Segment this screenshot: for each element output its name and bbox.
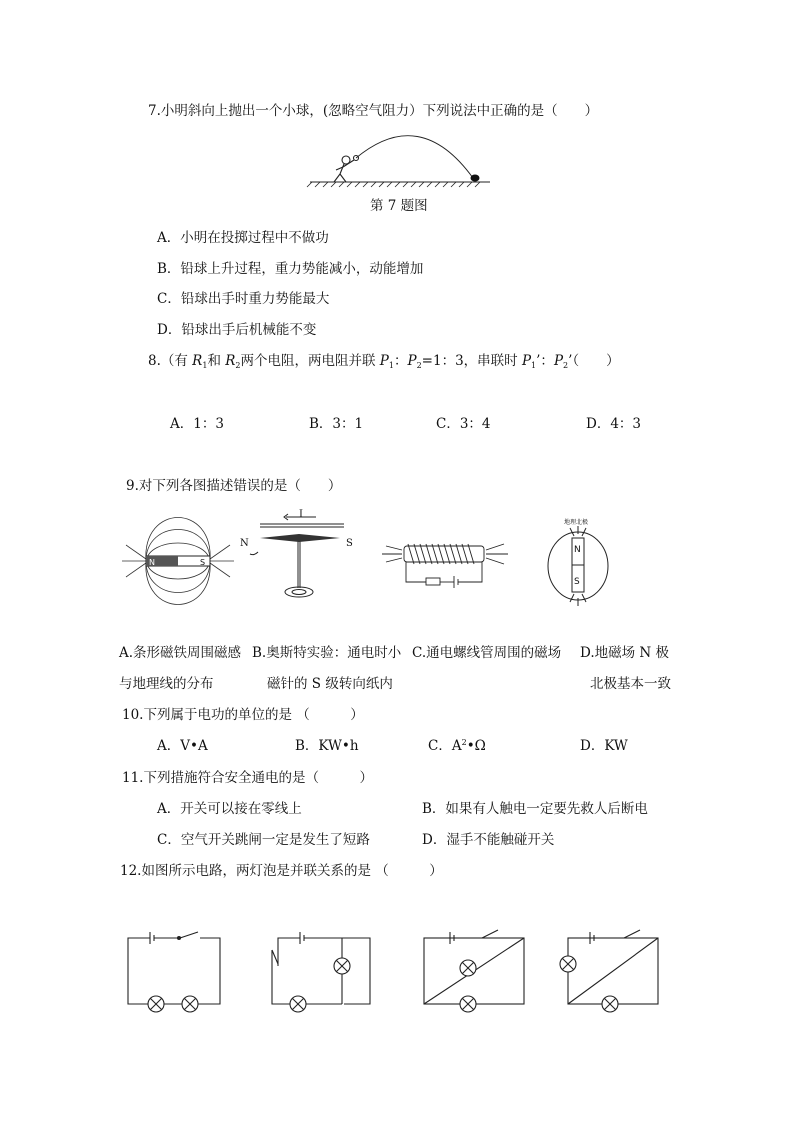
q10-option-c: C．$A^2•\Omega$: [428, 738, 486, 754]
q9-option-b: B.奥斯特实验：通电时小: [252, 645, 402, 661]
q8-stem: 8.（有 $R_1$和 $R_2$两个电阻，两电阻并联 $P_1$：$P_2=1$：3，串联时 $P_1$’：$P_2$’（ ）: [148, 353, 620, 370]
q9-figure-solenoid: [382, 536, 512, 594]
q7-option-d: D．铅球出手后机械能不变: [157, 322, 317, 338]
q9-figure-bar-magnet: [122, 515, 234, 605]
q7-figure-caption: 第 7 题图: [370, 198, 428, 214]
q12-stem: 12.如图所示电路，两灯泡是并联关系的是 （ ）: [120, 863, 443, 879]
q10-option-d: D．KW: [580, 738, 628, 754]
q7-option-a: A．小明在投掷过程中不做功: [157, 230, 329, 246]
q10-option-a: A．V•A: [157, 738, 208, 754]
q8-option-d: D．4：3: [586, 416, 642, 432]
q11-option-c: C．空气开关跳闸一定是发生了短路: [157, 832, 370, 848]
q9-option-a: A.条形磁铁周围磁感: [119, 645, 242, 661]
q9-option-b-cont: 磁针的 S 级转向纸内: [267, 676, 393, 692]
q10-stem: 10.下列属于电功的单位的是 （ ）: [122, 707, 364, 723]
q12-circuit-d: [562, 928, 662, 1010]
q11-stem: 11.下列措施符合安全通电的是（ ）: [122, 770, 373, 786]
q9-fig-a-n-label: N: [149, 558, 155, 567]
q8-option-c: C．3：4: [436, 416, 491, 432]
q12-circuit-c: [422, 928, 528, 1010]
q10-option-b: B．KW•h: [295, 738, 359, 754]
q9-option-d: D.地磁场 N 极: [580, 645, 670, 661]
q8-option-b: B．3：1: [309, 416, 364, 432]
q9-option-d-cont: 北极基本一致: [590, 676, 671, 692]
q7-stem: 7.小明斜向上抛出一个小球，(忽略空气阻力）下列说法中正确的是（ ）: [148, 103, 599, 119]
q9-figure-oersted: [236, 509, 362, 604]
q8-option-a: A．1：3: [170, 416, 224, 432]
q9-fig-b-n-label: N: [240, 538, 249, 549]
q9-fig-a-s-label: S: [200, 558, 206, 567]
q9-option-c: C.通电螺线管周围的磁场: [412, 645, 562, 661]
q9-stem: 9.对下列各图描述错误的是（ ）: [126, 478, 342, 494]
q9-option-a-cont: 与地理线的分布: [119, 676, 214, 692]
q11-option-a: A．开关可以接在零线上: [157, 801, 302, 817]
q9-fig-d-geo-north-label: 地理北极: [564, 519, 589, 526]
q9-fig-b-current-label: I: [299, 509, 303, 520]
q7-figure-throw: [310, 130, 490, 190]
q12-circuit-b: [268, 928, 374, 1010]
q7-option-b: B．铅球上升过程，重力势能减小，动能增加: [157, 261, 424, 277]
q12-circuit-a: [126, 928, 222, 1008]
q9-fig-b-s-label: S: [346, 538, 353, 549]
q11-option-d: D．湿手不能触碰开关: [422, 832, 555, 848]
q9-fig-d-s-label: S: [574, 577, 580, 587]
q9-fig-d-n-label: N: [574, 545, 581, 555]
q7-option-c: C．铅球出手时重力势能最大: [157, 291, 330, 307]
q11-option-b: B．如果有人触电一定要先救人后断电: [422, 801, 648, 817]
q9-figure-earth-magnet: [540, 516, 616, 608]
